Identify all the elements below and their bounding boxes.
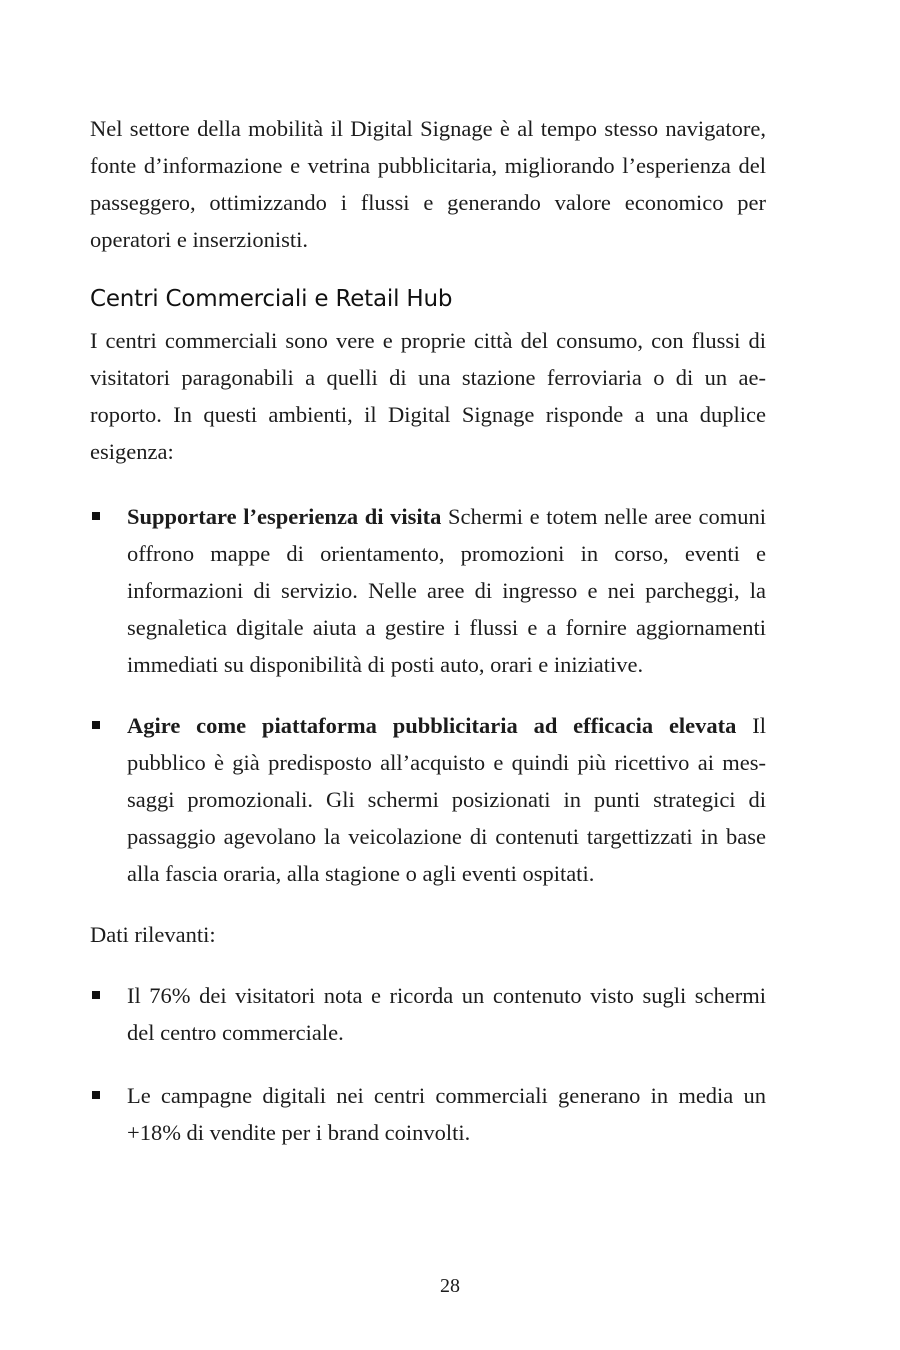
square-bullet-icon [92,1091,100,1099]
list-item-visit-experience [90,498,766,683]
list-item-text: Il pubblico è già predisposto all’acquisto e quindi più ricettivo ai messaggi promozionali. Gli schermi posizionati in punti strategici di passaggio agevolano la veicolazione di contenuti targettizzati in base alla fascia oraria, alla stagione o agli eventi ospitati. [127,713,766,886]
list-item-text: Le campagne digitali nei centri commerciali generano in media un +18% di vendite per i brand coinvolti. [127,1083,766,1145]
square-bullet-icon [92,991,100,999]
feature-list [90,498,766,892]
square-bullet-icon [92,512,100,520]
page-body [90,110,766,1151]
section-heading: Centri Commerciali e Retail Hub [90,286,453,312]
data-list [90,977,766,1151]
list-item-text: Il 76% dei visitatori nota e ricorda un contenuto visto sugli schermi del centro commerciale. [127,983,766,1045]
list-item-title: Agire come piattaforma pubblicitaria ad efficacia elevata [127,713,737,738]
list-item-text: Schermi e totem nelle aree comuni offrono mappe di orientamento, promozioni in corso, eventi e informazioni di servizio. Nelle aree di ingresso e nei parcheggi, la segnaletica digitale aiuta a gestire i flussi e a fornire aggiornamenti immediati su disponibilità di posti auto, orari e iniziative. [127,504,766,677]
page-number: 28 [440,1275,460,1297]
list-item-visitor-recall [90,977,766,1051]
intro-paragraph: Nel settore della mobilità il Digital Signage è al tempo stesso navigatore, fonte d’informazione e vetrina pubblicitaria, migliorando l’esperienza del passeggero, ottimizzando i flussi e generando valore economico per operatori e inserzionisti. [90,116,766,252]
list-item-advertising-platform [90,707,766,892]
data-label: Dati rilevanti: [90,922,216,947]
list-item-sales-lift [90,1077,766,1151]
square-bullet-icon [92,721,100,729]
section-paragraph: I centri commerciali sono vere e proprie città del consumo, con flussi di visitatori paragonabili a quelli di una stazione ferroviaria o di un aeroporto. In questi ambienti, il Digital Signage risponde a una duplice esigenza: [90,328,766,464]
list-item-title: Supportare l’esperienza di visita [127,504,442,529]
